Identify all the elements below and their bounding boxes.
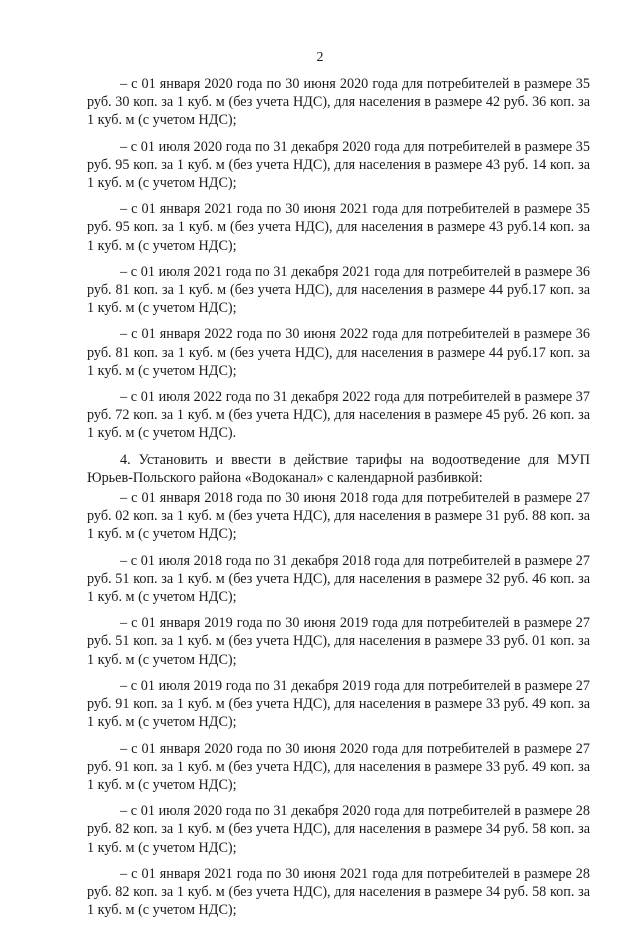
wastewater-tariff-item: – с 01 июля 2018 года по 31 декабря 2018 года для потребителей в размере 27 руб. 51 коп. за 1 куб. м (без учета НДС), для населения в размере 32 руб. 46 коп. за 1 куб. м (с учетом НДС); bbox=[87, 552, 590, 606]
tariff-item: – с 01 января 2020 года по 30 июня 2020 года для потребителей в размере 35 руб. 30 коп. за 1 куб. м (без учета НДС), для населения в размере 42 руб. 36 коп. за 1 куб. м (с учетом НДС); bbox=[87, 76, 590, 129]
tariff-item: – с 01 января 2021 года по 30 июня 2021 года для потребителей в размере 35 руб. 95 коп. за 1 куб. м (без учета НДС), для населения в размере 43 руб.14 коп. за 1 куб. м (с учетом НДС); bbox=[87, 201, 590, 254]
tariff-item: – с 01 июля 2022 года по 31 декабря 2022 года для потребителей в размере 37 руб. 72 коп. за 1 куб. м (без учета НДС), для населения в размере 45 руб. 26 коп. за 1 куб. м (с учетом НДС). bbox=[87, 389, 590, 442]
wastewater-tariff-item: – с 01 января 2020 года по 30 июня 2020 года для потребителей в размере 27 руб. 91 коп. за 1 куб. м (без учета НДС), для населения в размере 33 руб. 49 коп. за 1 куб. м (с учетом НДС); bbox=[87, 740, 590, 793]
wastewater-tariff-item: – с 01 июля 2020 года по 31 декабря 2020 года для потребителей в размере 28 руб. 82 коп. за 1 куб. м (без учета НДС), для населения в размере 34 руб. 58 коп. за 1 куб. м (с учетом НДС); bbox=[87, 803, 590, 856]
tariff-item: – с 01 июля 2021 года по 31 декабря 2021 года для потребителей в размере 36 руб. 81 коп. за 1 куб. м (без учета НДС), для населения в размере 44 руб.17 коп. за 1 куб. м (с учетом НДС); bbox=[87, 263, 590, 317]
tariff-item: – с 01 июля 2020 года по 31 декабря 2020 года для потребителей в размере 35 руб. 95 коп. за 1 куб. м (без учета НДС), для населения в размере 43 руб. 14 коп. за 1 куб. м (с учетом НДС); bbox=[87, 138, 590, 192]
tariff-item: – с 01 января 2022 года по 30 июня 2022 года для потребителей в размере 36 руб. 81 коп. за 1 куб. м (без учета НДС), для населения в размере 44 руб.17 коп. за 1 куб. м (с учетом НДС); bbox=[87, 326, 590, 379]
wastewater-tariff-item: – с 01 января 2021 года по 30 июня 2021 года для потребителей в размере 28 руб. 82 коп. за 1 куб. м (без учета НДС), для населения в размере 34 руб. 58 коп. за 1 куб. м (с учетом НДС); bbox=[87, 865, 590, 919]
page-number: 2 bbox=[316, 50, 324, 65]
section-4-heading: 4. Установить и ввести в действие тарифы на водоотведение для МУП Юрьев-Польского района «Водоканал» с календарной разбивкой: bbox=[87, 451, 590, 486]
wastewater-tariff-item: – с 01 января 2018 года по 30 июня 2018 года для потребителей в размере 27 руб. 02 коп. за 1 куб. м (без учета НДС), для населения в размере 31 руб. 88 коп. за 1 куб. м (с учетом НДС); bbox=[87, 490, 590, 543]
document-body bbox=[87, 75, 590, 927]
wastewater-tariff-item: – с 01 июля 2019 года по 31 декабря 2019 года для потребителей в размере 27 руб. 91 коп. за 1 куб. м (без учета НДС), для населения в размере 33 руб. 49 коп. за 1 куб. м (с учетом НДС); bbox=[87, 677, 590, 731]
wastewater-tariff-item: – с 01 января 2019 года по 30 июня 2019 года для потребителей в размере 27 руб. 51 коп. за 1 куб. м (без учета НДС), для населения в размере 33 руб. 01 коп. за 1 куб. м (с учетом НДС); bbox=[87, 615, 590, 668]
